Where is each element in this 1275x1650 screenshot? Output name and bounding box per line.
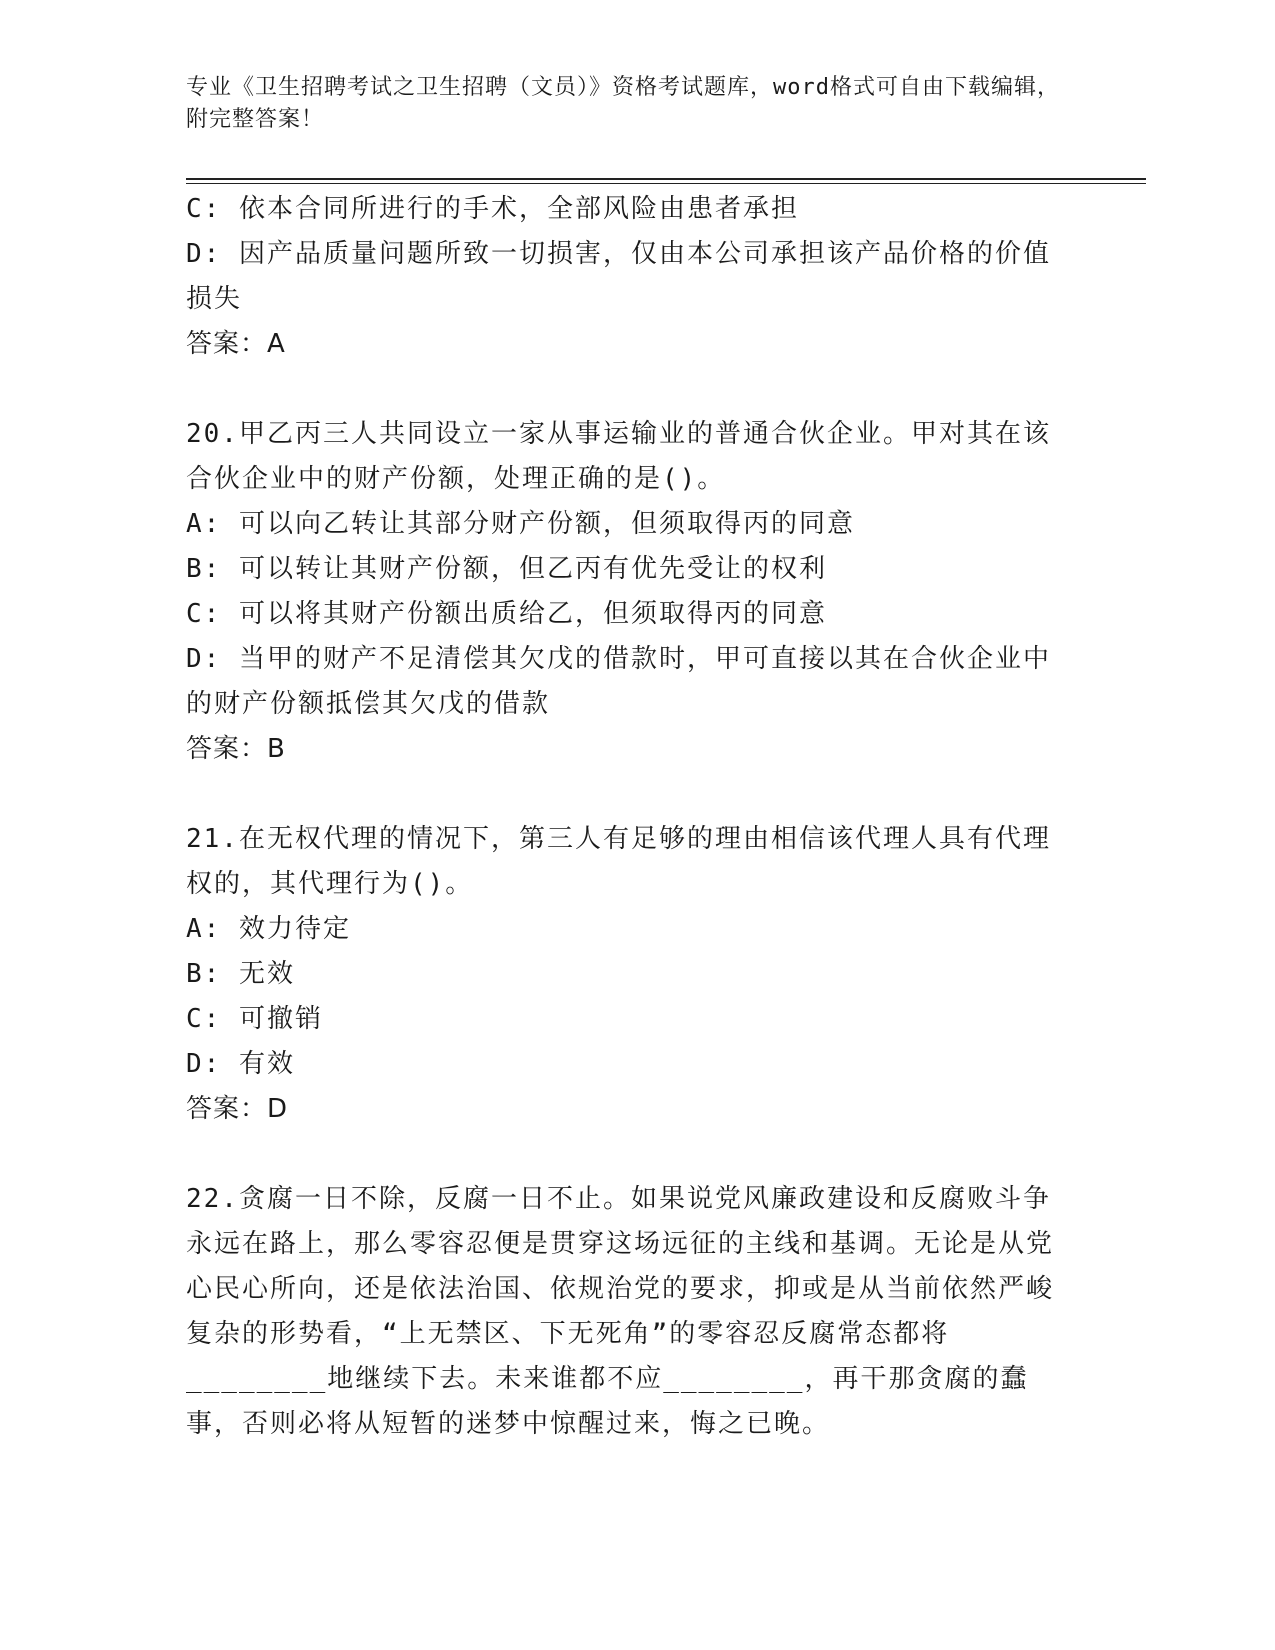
option-c: C: 可以将其财产份额出质给乙，但须取得丙的同意 [186, 599, 827, 629]
answer-line: 答案：D [186, 1094, 289, 1124]
question-content [186, 187, 1066, 1447]
spacer [186, 772, 1066, 817]
page-header: 专业《卫生招聘考试之卫生招聘（文员）》资格考试题库，word格式可自由下载编辑，附完整答案！ [186, 75, 1060, 132]
option-b: B: 可以转让其财产份额，但乙丙有优先受让的权利 [186, 554, 827, 584]
option-c: C: 可撤销 [186, 1004, 323, 1034]
spacer [186, 1132, 1066, 1177]
option-a: A: 可以向乙转让其部分财产份额，但须取得丙的同意 [186, 509, 855, 539]
header-divider-thin [186, 183, 1146, 184]
header-divider-thick [186, 178, 1146, 180]
option-d: D: 当甲的财产不足清偿其欠戊的借款时，甲可直接以其在合伙企业中的财产份额抵偿其欠戊的借款 [186, 644, 1051, 719]
question-stem: 22.贪腐一日不除，反腐一日不止。如果说党风廉政建设和反腐败斗争永远在路上，那么零容忍便是贯穿这场远征的主线和基调。无论是从党心民心所向，还是依法治国、依规治党的要求，抑或是从当前依然严峻复杂的形势看，“上无禁区、下无死角”的零容忍反腐常态都将________地继续下去。未来谁都不应________，再干那贪腐的蠢事，否则必将从短暂的迷梦中惊醒过来，悔之已晚。 [186, 1184, 1055, 1439]
option-d: D: 因产品质量问题所致一切损害，仅由本公司承担该产品价格的价值损失 [186, 239, 1051, 314]
answer-line: 答案：B [186, 734, 286, 764]
question-22 [186, 1177, 1066, 1447]
question-stem: 20.甲乙丙三人共同设立一家从事运输业的普通合伙企业。甲对其在该合伙企业中的财产份额，处理正确的是()。 [186, 419, 1051, 494]
option-b: B: 无效 [186, 959, 295, 989]
option-d: D: 有效 [186, 1049, 295, 1079]
answer-line: 答案：A [186, 329, 286, 359]
option-c: C: 依本合同所进行的手术，全部风险由患者承担 [186, 194, 799, 224]
previous-question-tail [186, 187, 1066, 367]
question-20 [186, 412, 1066, 772]
option-a: A: 效力待定 [186, 914, 351, 944]
question-21 [186, 817, 1066, 1132]
spacer [186, 367, 1066, 412]
question-stem: 21.在无权代理的情况下，第三人有足够的理由相信该代理人具有代理权的，其代理行为()。 [186, 824, 1051, 899]
